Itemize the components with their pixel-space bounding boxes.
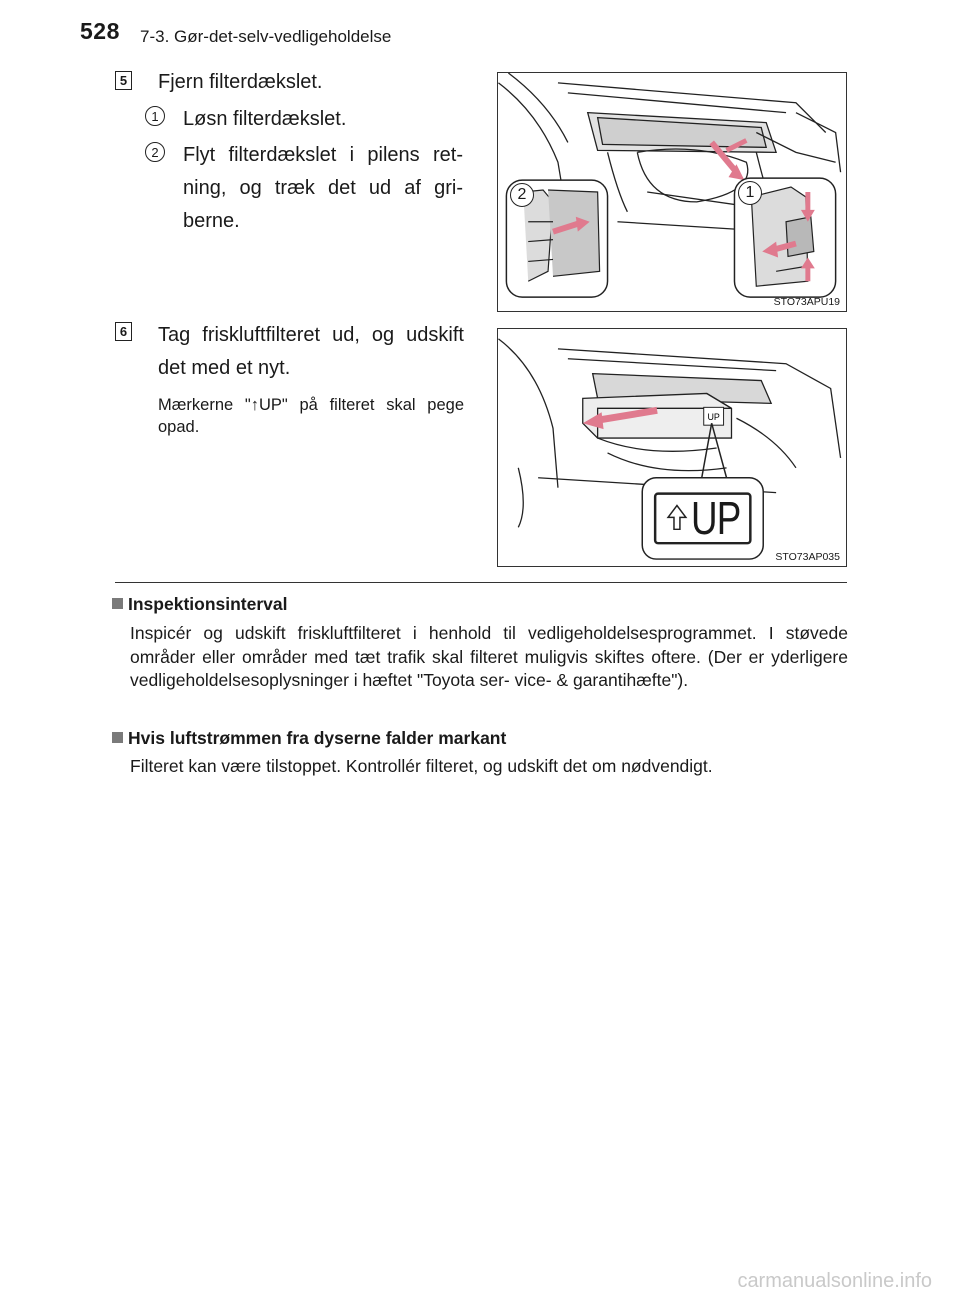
filter-replacement-illustration <box>498 329 846 566</box>
figure-id: STO73APU19 <box>773 296 840 308</box>
section-title: 7-3. Gør-det-selv-vedligeholdelse <box>140 27 392 46</box>
figure-replace-filter <box>497 328 847 567</box>
heading-marker-icon <box>112 732 123 743</box>
paragraph-inspection: Inspicér og udskift friskluftfilteret i henhold til vedligeholdelsesprogrammet. I støvede områder eller områder med tæt trafik skal filteret muligvis skiftes oftere. (Der er yderligere vedligeholdelsesoplysninger i hæftet "Toyota ser- vice- & garantihæfte"). <box>130 623 848 690</box>
step-5-title: Fjern filterdækslet. <box>158 71 323 93</box>
heading-marker-icon <box>112 598 123 609</box>
paragraph-airflow: Filteret kan være tilstoppet. Kontrollér filteret, og udskift det om nødvendigt. <box>130 756 713 776</box>
figure-id: STO73AP035 <box>775 551 840 563</box>
step-6-note: Mærkerne "↑UP" på filteret skal pege opad. <box>158 396 464 436</box>
substep-2-text: Flyt filterdækslet i pilens ret- ning, og træk det ud af gri- berne. <box>183 144 463 232</box>
step-6-title: Tag friskluftfilteret ud, og udskift det med et nyt. <box>158 324 464 379</box>
substep-2-number: 2 <box>145 142 165 162</box>
figure-callout-2: 2 <box>510 183 534 207</box>
filter-up-label: UP <box>691 492 741 544</box>
heading-inspection: Inspektionsinterval <box>112 594 288 615</box>
figure-callout-1: 1 <box>738 181 762 205</box>
figure-remove-cover <box>497 72 847 312</box>
substep-1-number: 1 <box>145 106 165 126</box>
filter-up-label-small: UP <box>707 412 720 423</box>
step-6-badge: 6 <box>115 322 132 341</box>
page-number: 528 <box>80 18 120 44</box>
substep-1-text: Løsn filterdækslet. <box>183 108 347 130</box>
step-5-badge: 5 <box>115 71 132 90</box>
section-divider <box>115 582 847 583</box>
watermark: carmanualsonline.info <box>737 1270 932 1292</box>
heading-airflow: Hvis luftstrømmen fra dyserne falder markant <box>112 728 506 749</box>
cover-removal-illustration <box>498 73 846 311</box>
